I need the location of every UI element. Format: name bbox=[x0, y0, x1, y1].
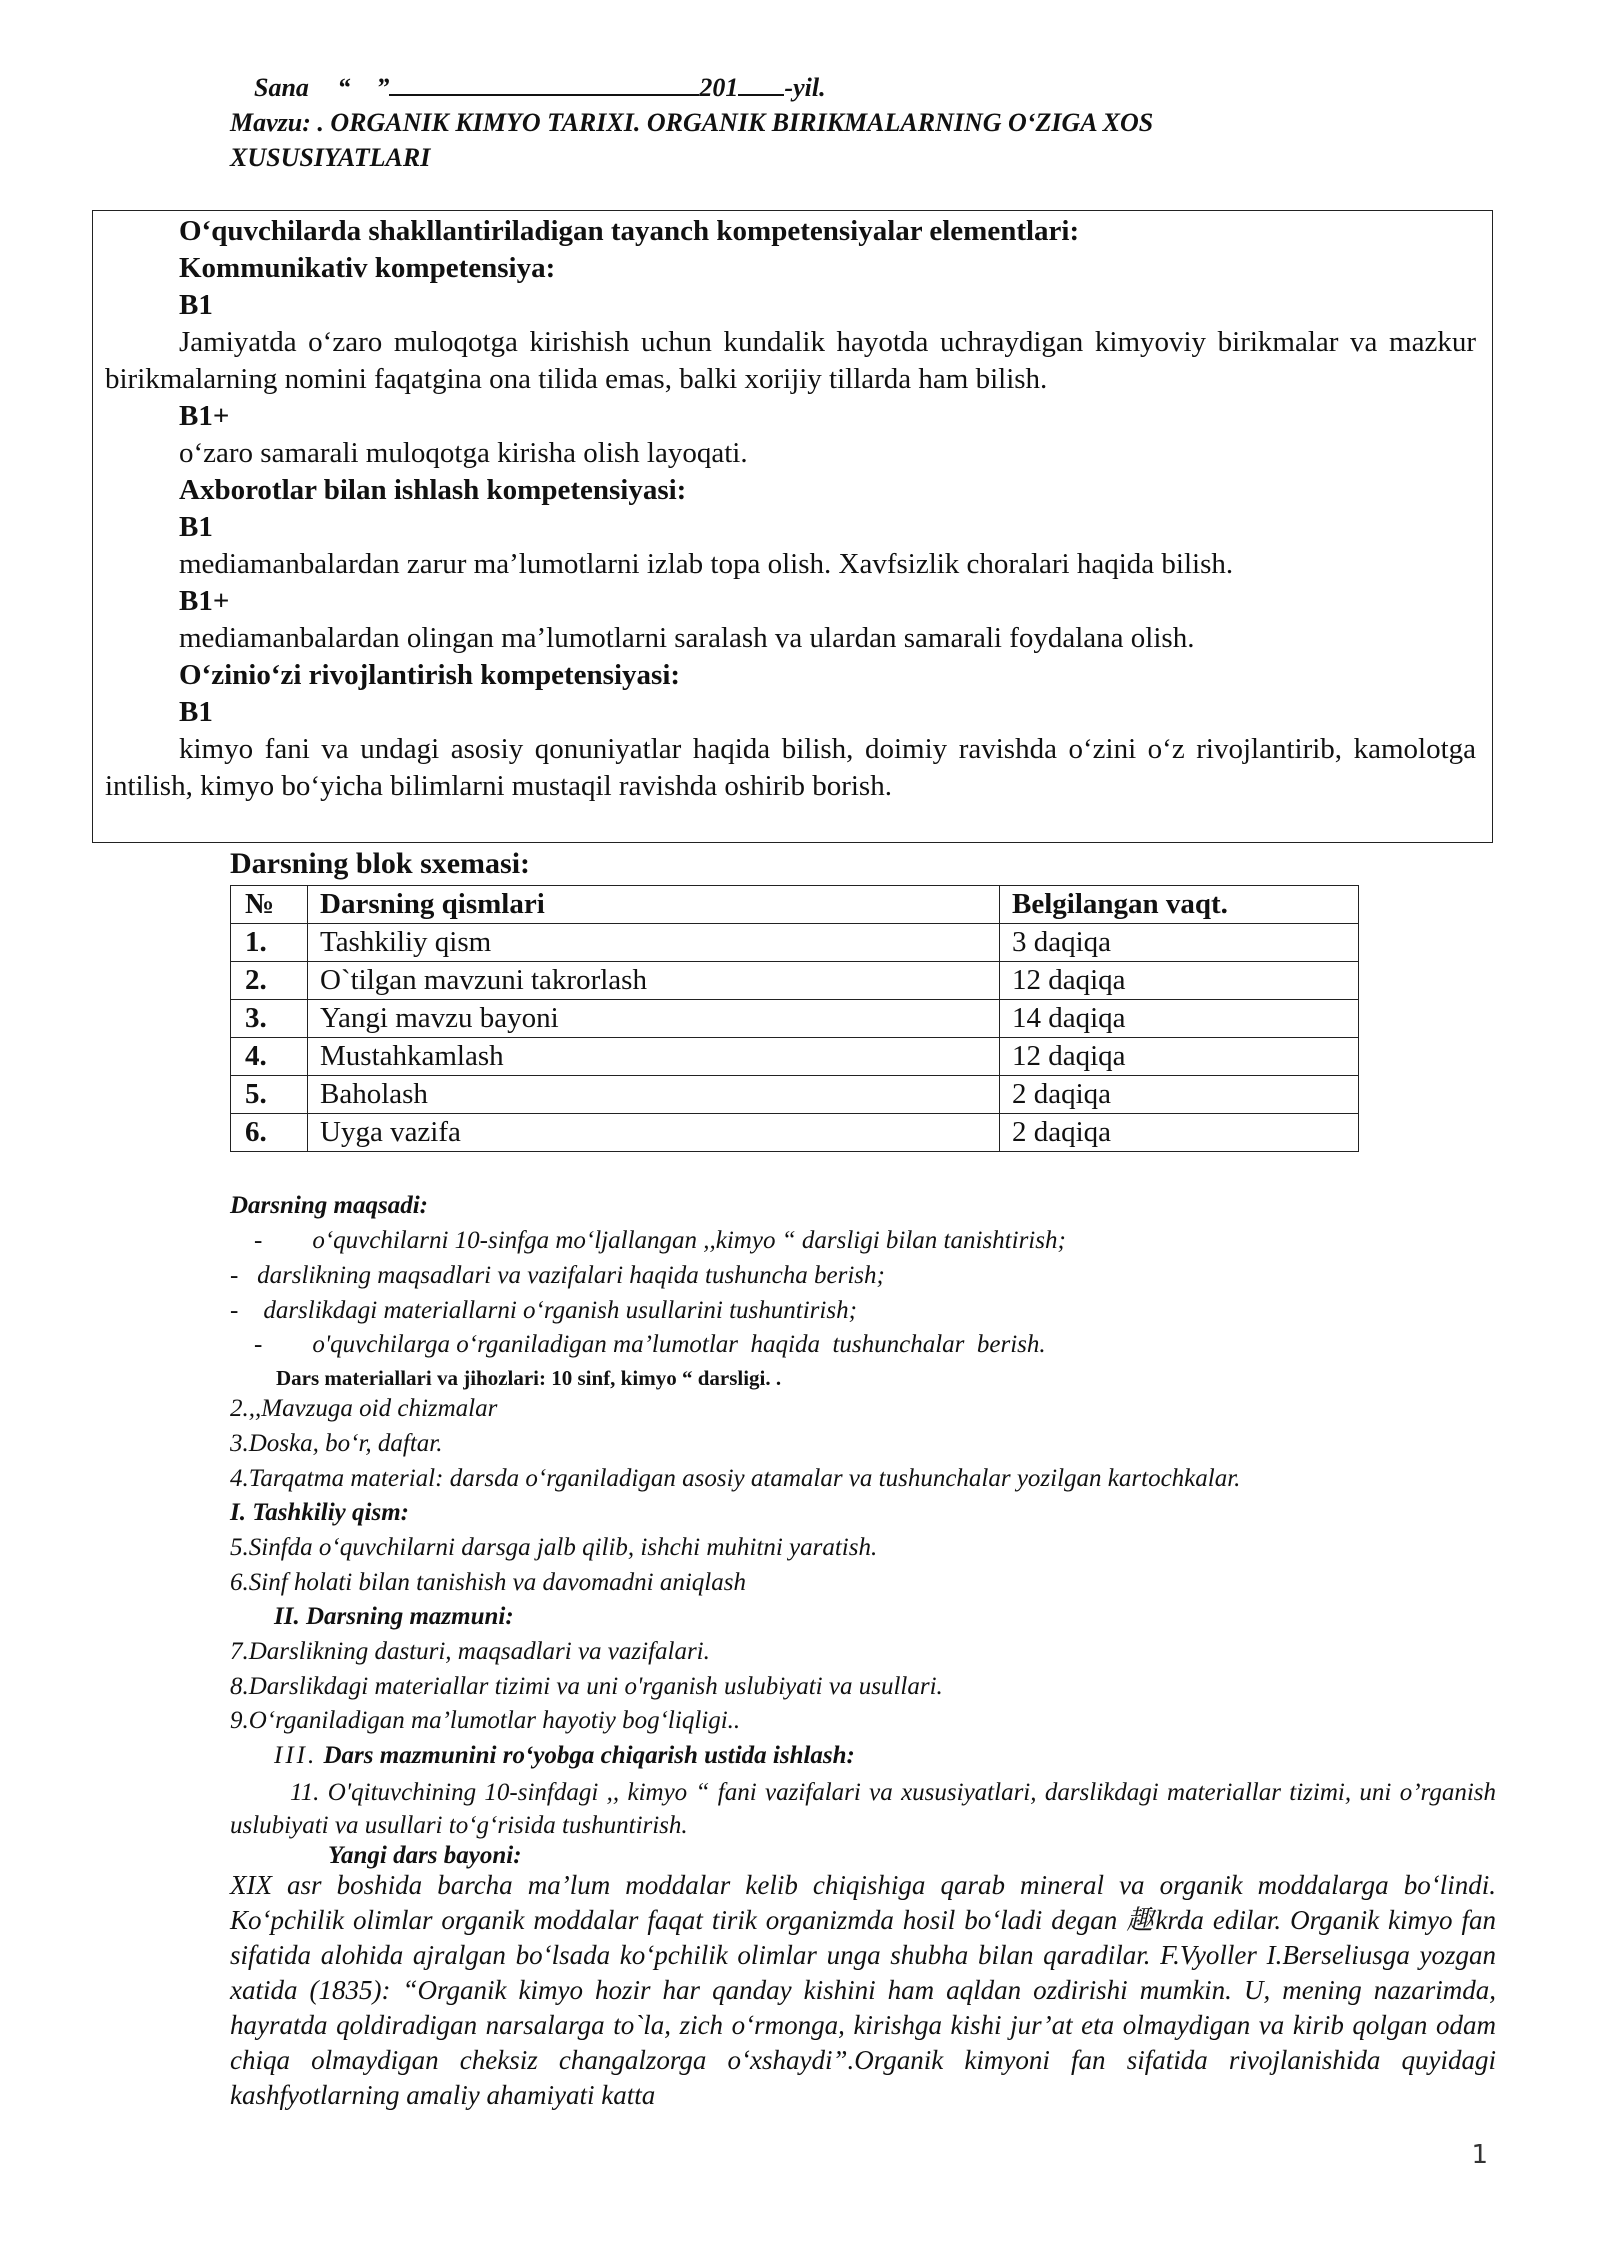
mavzu-text-2: XUSUSIYATLARI bbox=[230, 143, 431, 172]
row-part: O`tilgan mavzuni takrorlash bbox=[308, 962, 1000, 1000]
table-row bbox=[231, 1114, 1359, 1152]
mazmun-item: 8.Darslikdagi materiallar tizimi va uni o'rganish uslubiyati va usullari. bbox=[230, 1673, 943, 1700]
materials-list-item: 2.,,Mavzuga oid chizmalar bbox=[230, 1395, 498, 1422]
materials-line: Dars materiallari va jihozlari: 10 sinf, kimyo “ darsligi. . bbox=[276, 1366, 782, 1390]
kommunikativ-b1plus-text: o‘zaro samarali muloqotga kirisha olish layoqati. bbox=[179, 437, 748, 469]
materials-list-item: 4.Tarqatma material: darsda o‘rganiladigan asosiy atamalar va tushunchalar yozilgan kartochkalar. bbox=[230, 1465, 1241, 1492]
yangi-title: Yangi dars bayoni: bbox=[328, 1842, 522, 1869]
table-row bbox=[231, 962, 1359, 1000]
row-time: 2 daqiqa bbox=[1000, 1114, 1359, 1152]
mavzu-label: Mavzu: bbox=[230, 108, 311, 137]
tashkiliy-item: 5.Sinfda o‘quvchilarni darsga jalb qilib, ishchi muhitni yaratish. bbox=[230, 1534, 878, 1561]
axborot-b1-label: B1 bbox=[179, 511, 213, 543]
row-time: 12 daqiqa bbox=[1000, 1038, 1359, 1076]
ozini-title: O‘zinio‘zi rivojlantirish kompetensiyasi: bbox=[179, 659, 681, 691]
table-row bbox=[231, 1076, 1359, 1114]
axborot-title: Axborotlar bilan ishlash kompetensiyasi: bbox=[179, 474, 687, 506]
date-blank-line bbox=[389, 72, 699, 96]
tashkiliy-item: 6.Sinf holati bilan tanishish va davomadni aniqlash bbox=[230, 1569, 746, 1596]
row-time: 12 daqiqa bbox=[1000, 962, 1359, 1000]
page-number: 1 bbox=[1471, 2140, 1488, 2170]
row-number: 3. bbox=[231, 1000, 308, 1038]
axborot-b1plus-label: B1+ bbox=[179, 585, 230, 617]
table-row bbox=[231, 1038, 1359, 1076]
row-part: Mustahkamlash bbox=[308, 1038, 1000, 1076]
row-time: 14 daqiqa bbox=[1000, 1000, 1359, 1038]
table-header-row bbox=[231, 886, 1359, 924]
row-part: Uyga vazifa bbox=[308, 1114, 1000, 1152]
header-time: Belgilangan vaqt. bbox=[1000, 886, 1359, 924]
row-time: 3 daqiqa bbox=[1000, 924, 1359, 962]
row-part: Tashkiliy qism bbox=[308, 924, 1000, 962]
competence-box bbox=[92, 210, 1493, 843]
table-row bbox=[231, 1000, 1359, 1038]
maqsad-item: - o'quvchilarga o‘rganiladigan ma’lumotlar haqida tushunchalar berish. bbox=[254, 1331, 1046, 1358]
lesson-plan-table bbox=[230, 885, 1359, 1152]
mavzu-line bbox=[230, 105, 1380, 140]
materials-list-item: 3.Doska, bo‘r, daftar. bbox=[230, 1430, 443, 1457]
kommunikativ-b1plus-label: B1+ bbox=[179, 400, 230, 432]
maqsad-item: - o‘quvchilarni 10-sinfga mo‘ljallangan ,,kimyo “ darsligi bilan tanishtirish; bbox=[254, 1227, 1066, 1254]
row-number: 2. bbox=[231, 962, 308, 1000]
ozini-b1-text: kimyo fani va undagi asosiy qonuniyatlar haqida bilish, doimiy ravishda o‘zini o‘z rivojlantirib, kamolotga intilish, kimyo bo‘yicha bilimlarni mustaqil ravishda oshirib borish. bbox=[105, 733, 1476, 802]
row-part: Yangi mavzu bayoni bbox=[308, 1000, 1000, 1038]
header-number: № bbox=[231, 886, 308, 924]
roy-title-text: Dars mazmunini ro‘yobga chiqarish ustida ishlash: bbox=[317, 1742, 855, 1769]
yangi-paragraph: XIX asr boshida barcha ma’lum moddalar kelib chiqishiga qarab mineral va organik moddalarga bo‘lindi. Ko‘pchilik olimlar organik moddalar faqat tirik organizmda hosil bo‘ladi degan 趣krda edilar. Organik kimyo fan sifatida alohida ajralgan bo‘lsada ko‘pchilik olimlar unga shubha bilan qaradilar. F.Vyoller I.Berseliusga yozgan xatida (1835): “Organik kimyo hozir har qanday kishini ham aqldan ozdirishi mumkin. U, mening nazarimda, hayratda qoldiradigan narsalarga to`la, zich o‘rmonga, kirishga kishi jur’at eta olmaydigan va kirib qolgan odam chiqa olmaydigan cheksiz changalzorga o‘xshaydi”.Organik kimyoni fan sifatida rivojlanishida quyidagi kashfyotlarning amaliy ahamiyati katta bbox=[230, 1870, 1496, 2110]
table-row bbox=[231, 924, 1359, 962]
maqsad-item: - darslikning maqsadlari va vazifalari haqida tushuncha berish; bbox=[230, 1262, 885, 1289]
ozini-b1-label: B1 bbox=[179, 696, 213, 728]
maqsad-title: Darsning maqsadi: bbox=[230, 1192, 428, 1219]
row-number: 1. bbox=[231, 924, 308, 962]
tashkiliy-title: I. Tashkiliy qism: bbox=[230, 1499, 409, 1526]
kommunikativ-title: Kommunikativ kompetensiya: bbox=[179, 252, 556, 284]
competence-title: O‘quvchilarda shakllantiriladigan tayanch kompetensiyalar elementlari: bbox=[179, 215, 1080, 247]
axborot-b1-text: mediamanbalardan zarur ma’lumotlarni izlab topa olish. Xavfsizlik choralari haqida bilish. bbox=[179, 548, 1234, 580]
year-prefix: 201 bbox=[699, 73, 739, 102]
document-header bbox=[230, 70, 1380, 175]
mazmun-item: 9.O‘rganiladigan ma’lumotlar hayotiy bog‘liqligi.. bbox=[230, 1707, 741, 1734]
kommunikativ-b1-label: B1 bbox=[179, 289, 213, 321]
axborot-b1plus-text: mediamanbalardan olingan ma’lumotlarni saralash va ulardan samarali foydalana olish. bbox=[179, 622, 1195, 654]
year-suffix: -yil. bbox=[784, 73, 826, 102]
roy-item-11: 11. O'qituvchining 10-sinfdagi ,, kimyo “ fani vazifalari va xususiyatlari, darslikdagi materiallar tizimi, uni o’rganish uslubiyati va usullari to‘g‘risida tushuntirish. bbox=[230, 1779, 1496, 1839]
sana-label: Sana bbox=[254, 73, 309, 102]
row-number: 4. bbox=[231, 1038, 308, 1076]
row-number: 5. bbox=[231, 1076, 308, 1114]
header-parts: Darsning qismlari bbox=[308, 886, 1000, 924]
mazmun-title: II. Darsning mazmuni: bbox=[274, 1603, 514, 1630]
mavzu-text: . ORGANIK KIMYO TARIXI. ORGANIK BIRIKMALARNING O‘ZIGA XOS bbox=[310, 108, 1154, 137]
roy-title-prefix: III. bbox=[274, 1742, 318, 1769]
sana-quotes: “ ” bbox=[337, 73, 390, 102]
kommunikativ-b1-text: Jamiyatda o‘zaro muloqotga kirishish uchun kundalik hayotda uchraydigan kimyoviy birikmalar va mazkur birikmalarning nomini faqatgina ona tilida emas, balki xorijiy tillarda ham bilish. bbox=[105, 326, 1476, 395]
maqsad-item: - darslikdagi materiallarni o‘rganish usullarini tushuntirish; bbox=[230, 1297, 857, 1324]
blok-title: Darsning blok sxemasi: bbox=[230, 847, 531, 880]
mazmun-item: 7.Darslikning dasturi, maqsadlari va vazifalari. bbox=[230, 1638, 710, 1665]
year-blank-line bbox=[738, 72, 784, 96]
row-time: 2 daqiqa bbox=[1000, 1076, 1359, 1114]
row-part: Baholash bbox=[308, 1076, 1000, 1114]
date-line bbox=[230, 70, 1380, 105]
roy-title bbox=[274, 1742, 855, 1770]
row-number: 6. bbox=[231, 1114, 308, 1152]
